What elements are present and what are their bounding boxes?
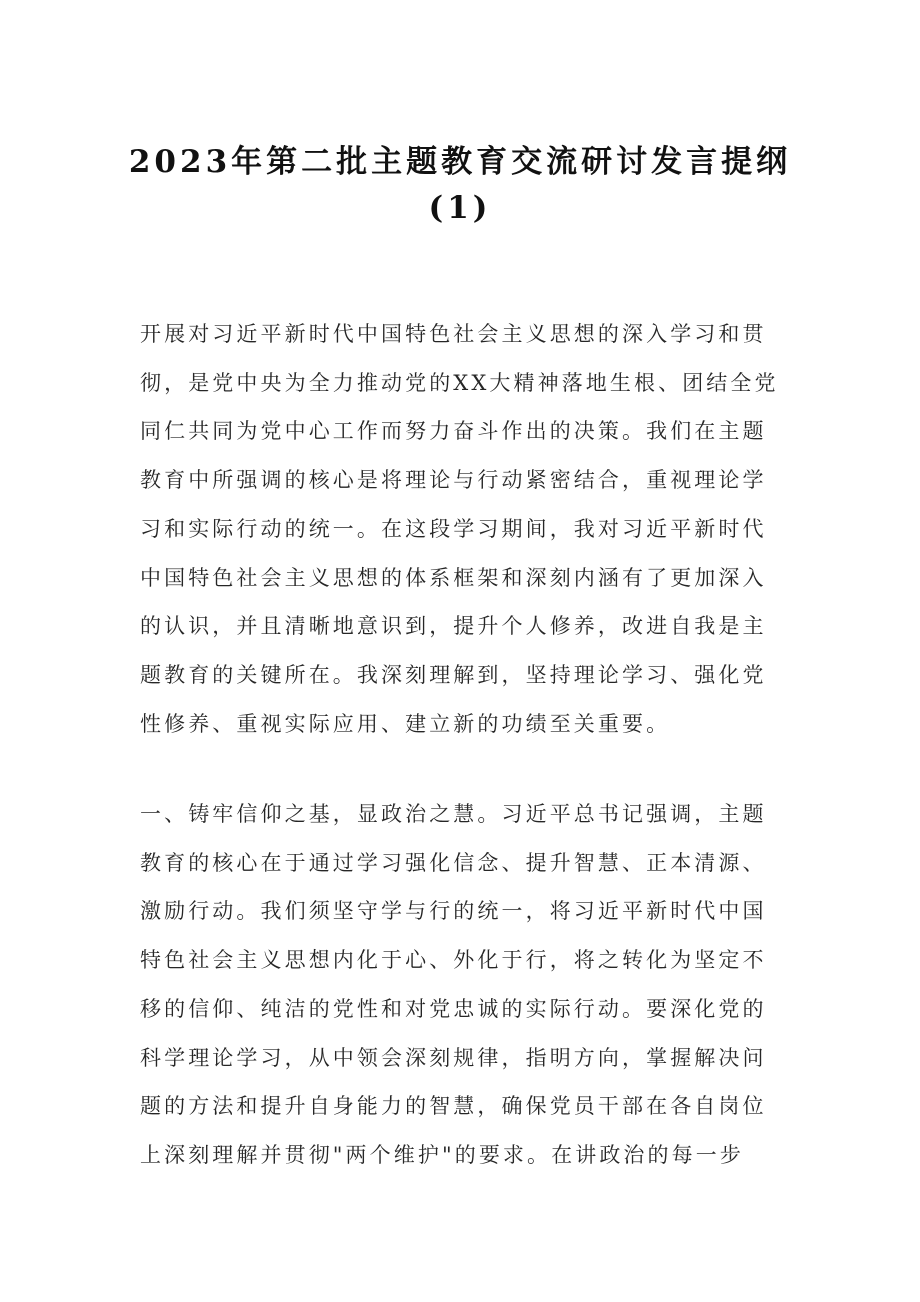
section-one-paragraph: 一、铸牢信仰之基，显政治之慧。习近平总书记强调，主题教育的核心在于通过学习强化信念、提升智慧、正本清源、激励行动。我们须坚守学与行的统一，将习近平新时代中国特色社会主义思想内化于心、外化于行，将之转化为坚定不移的信仰、纯洁的党性和对党忠诚的实际行动。要深化党的科学理论学习，从中领会深刻规律，指明方向，掌握解决问题的方法和提升自身能力的智慧，确保党员干部在各自岗位上深刻理解并贯彻"两个维护"的要求。在讲政治的每一步 bbox=[140, 802, 767, 1167]
intro-paragraph: 开展对习近平新时代中国特色社会主义思想的深入学习和贯彻，是党中央为全力推动党的XX大精神落地生根、团结全党同仁共同为党中心工作而努力奋斗作出的决策。我们在主题教育中所强调的核心是将理论与行动紧密结合，重视理论学习和实际行动的统一。在这段学习期间，我对习近平新时代中国特色社会主义思想的体系框架和深刻内涵有了更加深入的认识，并且清晰地意识到，提升个人修养，改进自我是主题教育的关键所在。我深刻理解到，坚持理论学习、强化党性修养、重视实际应用、建立新的功绩至关重要。 bbox=[140, 322, 779, 736]
document-title-number: (1) bbox=[428, 190, 492, 226]
document-title: 2023年第二批主题教育交流研讨发言提纲 bbox=[128, 144, 792, 180]
